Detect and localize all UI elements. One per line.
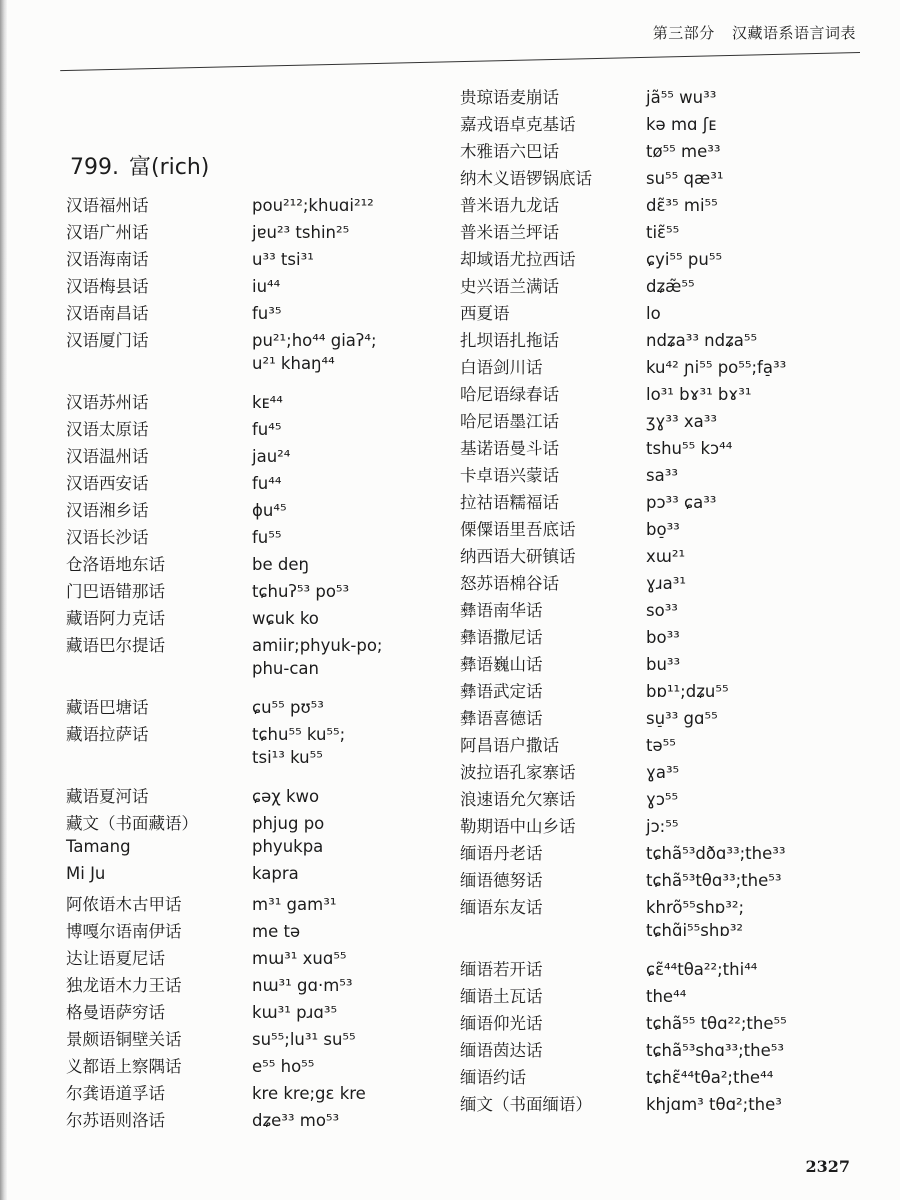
entry-row — [66, 632, 383, 659]
word-form: me tə — [252, 922, 301, 941]
language-name: 藏语巴尔提话 — [66, 636, 165, 655]
word-form: tɕhɛ̃⁴⁴tθa²;the⁴⁴ — [646, 1068, 774, 1087]
entry-row — [460, 651, 787, 678]
word-form: u³³ tsi³¹ — [252, 250, 314, 269]
running-head-section: 汉藏语系语言词表 — [731, 24, 856, 42]
language-name: 义都语上察隅话 — [66, 1057, 182, 1076]
word-form: dʑe³³ mo⁵³ — [252, 1111, 340, 1130]
word-form-continuation: tsi¹³ ku⁵⁵ — [252, 748, 323, 767]
entry-row — [66, 918, 383, 945]
language-name: 藏语阿力克话 — [66, 609, 165, 628]
language-name: 藏语巴塘话 — [66, 698, 149, 717]
word-form: kapra — [252, 864, 299, 883]
entry-row — [66, 945, 383, 972]
entry-row — [460, 516, 787, 543]
language-name: 哈尼语墨江话 — [460, 412, 559, 431]
language-name: 汉语南昌话 — [66, 304, 149, 323]
entry-row — [460, 489, 787, 516]
page-number: 2327 — [805, 1157, 850, 1176]
right-column — [460, 84, 787, 1118]
word-form: ɣɹa³¹ — [646, 574, 687, 593]
language-name: 拉祜语糯福话 — [460, 493, 559, 512]
entry-row — [66, 783, 383, 810]
language-name: 缅语约话 — [460, 1068, 526, 1087]
language-name: 尔龚语道孚话 — [66, 1084, 165, 1103]
entry-row — [460, 381, 787, 408]
language-name: 缅语东友话 — [460, 898, 543, 917]
entry-row — [66, 694, 383, 721]
language-name: 缅语茵达话 — [460, 1041, 543, 1060]
word-form: sa³³ — [646, 466, 678, 485]
language-name: 藏语拉萨话 — [66, 725, 149, 744]
language-name: 博嘎尔语南伊话 — [66, 922, 182, 941]
entry-row — [460, 956, 787, 983]
entry-number: 799. — [70, 155, 119, 180]
word-form: tə⁵⁵ — [646, 736, 676, 755]
word-form: ku⁴² ɲi⁵⁵ po⁵⁵;fa̠³³ — [646, 358, 787, 377]
word-form: kɯ³¹ pɹɑ³⁵ — [252, 1003, 338, 1022]
entry-row-continuation — [66, 354, 383, 389]
word-form: bɒ¹¹;dʑu⁵⁵ — [646, 682, 729, 701]
language-name: 门巴语错那话 — [66, 582, 165, 601]
entry-row — [460, 1064, 787, 1091]
word-form: fu⁴⁴ — [252, 474, 282, 493]
entry-row — [460, 840, 787, 867]
language-name: 汉语温州话 — [66, 447, 149, 466]
language-name: 汉语广州话 — [66, 223, 149, 242]
word-form: su̠³³ gɑ⁵⁵ — [646, 709, 718, 728]
language-name: 彝语武定话 — [460, 682, 543, 701]
word-form: kre kre;gɛ kre — [252, 1084, 366, 1103]
entry-headword: 富(rich) — [128, 155, 210, 180]
entry-row — [460, 408, 787, 435]
language-name: 浪速语允欠寨话 — [460, 790, 576, 809]
entry-row — [66, 524, 383, 551]
word-form: so³³ — [646, 601, 678, 620]
book-spine-shadow — [0, 0, 7, 1200]
word-form: tɕhã⁵³dðɑ³³;the³³ — [646, 844, 786, 863]
word-form: su⁵⁵;lu³¹ su⁵⁵ — [252, 1030, 356, 1049]
entry-row — [460, 786, 787, 813]
language-name: 史兴语兰满话 — [460, 277, 559, 296]
word-form: mɯ³¹ xuɑ⁵⁵ — [252, 949, 347, 968]
entry-row — [66, 1053, 383, 1080]
language-name: 缅语丹老话 — [460, 844, 543, 863]
entry-row — [460, 813, 787, 840]
entry-row — [460, 705, 787, 732]
word-form: su⁵⁵ qæ³¹ — [646, 169, 724, 188]
language-name: Mi Ju — [66, 864, 106, 883]
entry-row — [66, 416, 383, 443]
entry-row — [66, 443, 383, 470]
language-name: 达让语夏尼话 — [66, 949, 165, 968]
entry-row — [460, 624, 787, 651]
entry-row — [460, 759, 787, 786]
word-form: bu³³ — [646, 655, 681, 674]
language-name: Tamang — [66, 837, 131, 856]
word-form: ɕu⁵⁵ pʊ⁵³ — [252, 698, 324, 717]
entry-row — [66, 551, 383, 578]
word-form: fu³⁵ — [252, 304, 282, 323]
word-form: ʒɣ³³ xa³³ — [646, 412, 717, 431]
word-form: fu⁴⁵ — [252, 420, 282, 439]
language-name: 白语剑川话 — [460, 358, 543, 377]
entry-row — [66, 999, 383, 1026]
word-form: kə mɑ ʃᴇ — [646, 115, 717, 134]
language-name: 阿侬语木古甲话 — [66, 895, 182, 914]
word-form: xɯ²¹ — [646, 547, 686, 566]
word-form: tɕhã⁵³tθɑ³³;the⁵³ — [646, 871, 782, 890]
entry-row — [66, 273, 383, 300]
entry-row — [66, 864, 383, 891]
word-form: bo³³ — [646, 628, 680, 647]
word-form: ɕɛ̃⁴⁴tθa²²;thi⁴⁴ — [646, 960, 758, 979]
entry-row — [460, 543, 787, 570]
language-name: 怒苏语棉谷话 — [460, 574, 559, 593]
language-name: 扎坝语扎拖话 — [460, 331, 559, 350]
word-form: ndʑa³³ ndʑa⁵⁵ — [646, 331, 758, 350]
language-name: 普米语兰坪话 — [460, 223, 559, 242]
language-name: 卡卓语兴蒙话 — [460, 466, 559, 485]
word-form: lo³¹ bɤ³¹ bɤ³¹ — [646, 385, 752, 404]
language-name: 彝语南华话 — [460, 601, 543, 620]
entry-row — [66, 810, 383, 837]
entry-row — [66, 497, 383, 524]
entry-row — [460, 1037, 787, 1064]
language-name: 傈僳语里吾底话 — [460, 520, 576, 539]
entry-row — [460, 570, 787, 597]
word-form: amiir;phyuk-po; — [252, 636, 383, 655]
entry-row — [66, 721, 383, 748]
entry-row — [460, 462, 787, 489]
word-form: be deŋ — [252, 555, 309, 574]
word-form: the⁴⁴ — [646, 987, 687, 1006]
word-form: fu⁵⁵ — [252, 528, 282, 547]
running-head — [641, 22, 856, 43]
word-form: phjug po — [252, 814, 325, 833]
entry-row — [66, 246, 383, 273]
word-form: dʑæ̃⁵⁵ — [646, 277, 695, 296]
language-name: 西夏语 — [460, 304, 510, 323]
language-name: 缅语德努话 — [460, 871, 543, 890]
language-name: 彝语撒尼话 — [460, 628, 543, 647]
entry-row — [460, 219, 787, 246]
language-name: 汉语海南话 — [66, 250, 149, 269]
entry-row — [66, 1080, 383, 1107]
entry-row — [66, 389, 383, 416]
word-form: e⁵⁵ ho⁵⁵ — [252, 1057, 315, 1076]
word-form-continuation: phu-can — [252, 659, 319, 678]
running-head-part: 第三部分 — [652, 24, 715, 42]
word-form: pɔ³³ ɕa³³ — [646, 493, 717, 512]
word-form: lo — [646, 304, 661, 323]
language-name: 普米语九龙话 — [460, 196, 559, 215]
word-form: ɣa³⁵ — [646, 763, 680, 782]
language-name: 缅文（书面缅语） — [460, 1095, 592, 1114]
language-name: 却域语尤拉西话 — [460, 250, 576, 269]
language-name: 彝语巍山话 — [460, 655, 543, 674]
word-form-continuation: u²¹ khaŋ⁴⁴ — [252, 354, 335, 373]
language-name: 缅语若开话 — [460, 960, 543, 979]
language-name: 尔苏语则洛话 — [66, 1111, 165, 1130]
language-name: 哈尼语绿春话 — [460, 385, 559, 404]
language-name: 独龙语木力王话 — [66, 976, 182, 995]
word-form: wɕuk ko — [252, 609, 319, 628]
entry-row — [460, 300, 787, 327]
word-form: ɕəχ kwo — [252, 787, 320, 806]
language-name: 纳西语大研镇话 — [460, 547, 576, 566]
left-column — [66, 192, 383, 1134]
word-form: khrõ⁵⁵shɒ³²; — [646, 898, 745, 917]
language-name: 藏语夏河话 — [66, 787, 149, 806]
language-name: 缅语土瓦话 — [460, 987, 543, 1006]
entry-row — [460, 84, 787, 111]
entry-row — [66, 972, 383, 999]
language-name: 阿昌语户撒话 — [460, 736, 559, 755]
entry-row — [66, 1026, 383, 1053]
word-form-continuation: tɕhɑ̃i⁵⁵shɒ³² — [646, 921, 744, 940]
language-name: 汉语福州话 — [66, 196, 149, 215]
entry-row — [460, 165, 787, 192]
language-name: 波拉语孔家寨话 — [460, 763, 576, 782]
word-form: jau²⁴ — [252, 447, 291, 466]
language-name: 景颇语铜壁关话 — [66, 1030, 182, 1049]
entry-row-continuation — [66, 659, 383, 694]
entry-row — [66, 837, 383, 864]
word-form: tiɛ̃⁵⁵ — [646, 223, 680, 242]
entry-row — [66, 192, 383, 219]
entry-row — [460, 435, 787, 462]
word-form: tɕhu⁵⁵ ku⁵⁵; — [252, 725, 346, 744]
word-form: ɣɔ⁵⁵ — [646, 790, 679, 809]
entry-row — [66, 300, 383, 327]
language-name: 基诺语曼斗话 — [460, 439, 559, 458]
language-name: 嘉戎语卓克基话 — [460, 115, 576, 134]
entry-row — [460, 1010, 787, 1037]
entry-row — [460, 273, 787, 300]
word-form: tɕhã⁵³shɑ³³;the⁵³ — [646, 1041, 784, 1060]
word-form: m³¹ gam³¹ — [252, 895, 337, 914]
language-name: 汉语苏州话 — [66, 393, 149, 412]
word-form: ɕyi⁵⁵ pu⁵⁵ — [646, 250, 723, 269]
language-name: 汉语太原话 — [66, 420, 149, 439]
language-name: 汉语厦门话 — [66, 331, 149, 350]
word-form: khjɑm³ tθɑ²;the³ — [646, 1095, 782, 1114]
word-form: bo̠³³ — [646, 520, 680, 539]
entry-row — [66, 470, 383, 497]
header-rule — [60, 52, 860, 71]
entry-row — [66, 891, 383, 918]
entry-row — [460, 597, 787, 624]
language-name: 彝语喜德话 — [460, 709, 543, 728]
entry-row — [460, 327, 787, 354]
entry-row — [460, 111, 787, 138]
language-name: 勒期语中山乡话 — [460, 817, 576, 836]
language-name: 格曼语萨穷话 — [66, 1003, 165, 1022]
entry-row — [66, 578, 383, 605]
entry-row — [460, 354, 787, 381]
language-name: 藏文（书面藏语） — [66, 814, 198, 833]
entry-row — [460, 246, 787, 273]
entry-row — [66, 1107, 383, 1134]
word-form: tɕhã⁵⁵ tθɑ²²;the⁵⁵ — [646, 1014, 787, 1033]
entry-row — [66, 219, 383, 246]
language-name: 汉语西安话 — [66, 474, 149, 493]
word-form: tɕhuʔ⁵³ po⁵³ — [252, 582, 350, 601]
word-form: nɯ³¹ gɑ·m⁵³ — [252, 976, 353, 995]
language-name: 汉语湘乡话 — [66, 501, 149, 520]
entry-row — [460, 894, 787, 921]
entry-row-continuation — [460, 921, 787, 956]
word-form: pu²¹;ho⁴⁴ giaʔ⁴; — [252, 331, 377, 350]
entry-row — [460, 867, 787, 894]
entry-row — [460, 138, 787, 165]
word-form: dɛ̃³⁵ mi⁵⁵ — [646, 196, 718, 215]
word-form: phyukpa — [252, 837, 324, 856]
language-name: 纳木义语锣锅底话 — [460, 169, 592, 188]
word-form: iu⁴⁴ — [252, 277, 281, 296]
word-form: ɸu⁴⁵ — [252, 501, 287, 520]
language-name: 木雅语六巴话 — [460, 142, 559, 161]
language-name: 缅语仰光话 — [460, 1014, 543, 1033]
entry-row — [66, 327, 383, 354]
word-form: pou²¹²;khuɑi²¹² — [252, 196, 374, 215]
entry-row — [460, 983, 787, 1010]
word-form: jɐu²³ tshin²⁵ — [252, 223, 350, 242]
language-name: 汉语长沙话 — [66, 528, 149, 547]
word-form: tshu⁵⁵ kɔ⁴⁴ — [646, 439, 733, 458]
language-name: 仓洛语地东话 — [66, 555, 165, 574]
word-form: tø⁵⁵ me³³ — [646, 142, 721, 161]
entry-row — [460, 1091, 787, 1118]
entry-row — [66, 605, 383, 632]
language-name: 汉语梅县话 — [66, 277, 149, 296]
word-form: jã⁵⁵ wu³³ — [646, 88, 717, 107]
entry-row — [460, 678, 787, 705]
entry-title — [70, 150, 209, 181]
word-form: jɔ:⁵⁵ — [646, 817, 679, 836]
entry-row — [460, 192, 787, 219]
word-form: kᴇ⁴⁴ — [252, 393, 283, 412]
language-name: 贵琼语麦崩话 — [460, 88, 559, 107]
entry-row — [460, 732, 787, 759]
entry-row-continuation — [66, 748, 383, 783]
